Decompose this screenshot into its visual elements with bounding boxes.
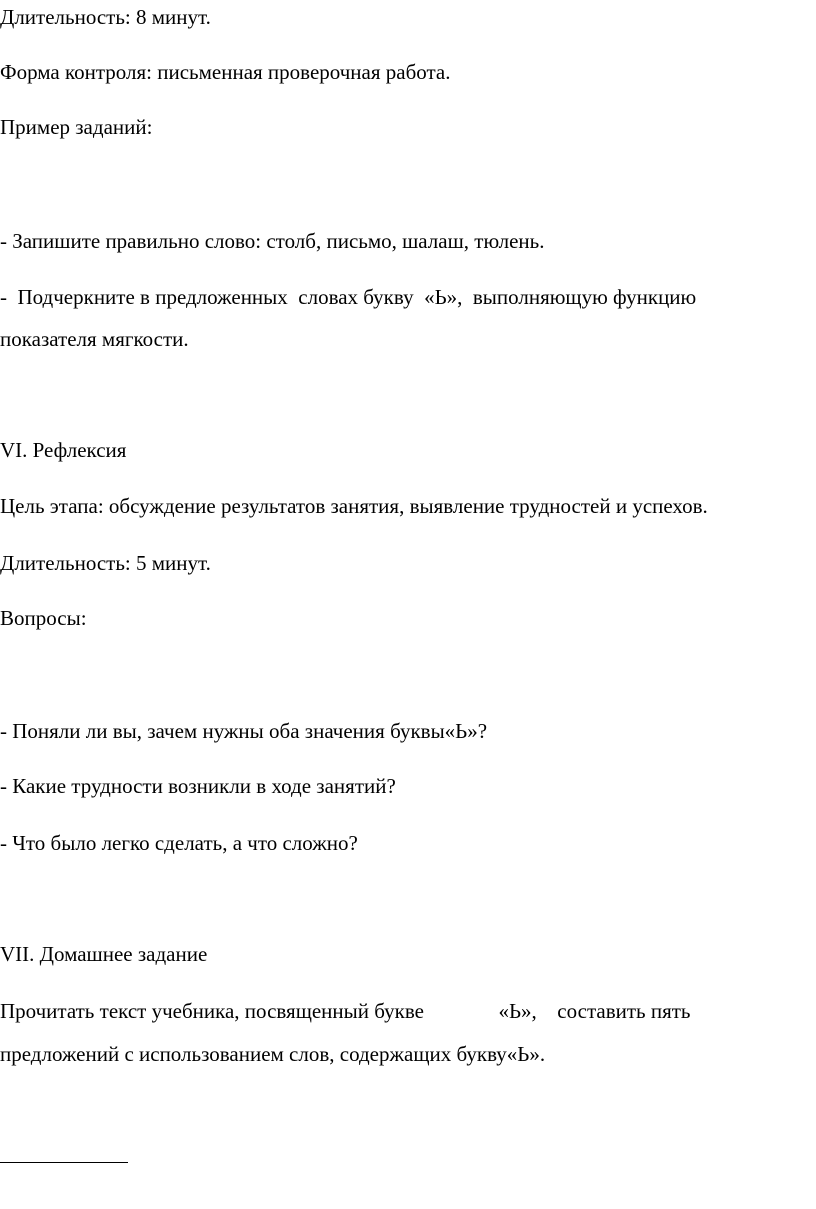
- task-item-1: - Запишите правильно слово: столб, письмо, шалаш, тюлень.: [0, 229, 545, 253]
- task-item-2-line2: показателя мягкости.: [0, 327, 189, 351]
- question-item-1: - Поняли ли вы, зачем нужны оба значения буквы«Ь»?: [0, 719, 488, 743]
- reflection-goal: Цель этапа: обсуждение результатов занятия, выявление трудностей и успехов.: [0, 494, 708, 518]
- question-item-3: - Что было легко сделать, а что сложно?: [0, 831, 358, 855]
- homework-line1-part1: Прочитать текст учебника, посвященный букве: [0, 999, 424, 1023]
- homework-heading: VII. Домашнее задание: [0, 942, 208, 966]
- duration-line: Длительность: 8 минут.: [0, 5, 211, 29]
- question-item-2: - Какие трудности возникли в ходе занятий?: [0, 774, 396, 798]
- footnote-separator: [0, 1162, 128, 1163]
- reflection-duration: Длительность: 5 минут.: [0, 551, 211, 575]
- homework-line1-part3: составить пять: [557, 999, 691, 1023]
- homework-line1: [0, 998, 691, 1024]
- homework-line2: предложений с использованием слов, содержащих букву«Ь».: [0, 1042, 546, 1066]
- reflection-heading: VI. Рефлексия: [0, 438, 127, 462]
- control-form-line: Форма контроля: письменная проверочная работа.: [0, 60, 451, 84]
- tasks-example-heading: Пример заданий:: [0, 115, 153, 139]
- homework-line1-part2: «Ь»,: [498, 999, 537, 1023]
- task-item-2-line1: - Подчеркните в предложенных словах букву «Ь», выполняющую функцию: [0, 285, 697, 309]
- questions-heading: Вопросы:: [0, 606, 87, 630]
